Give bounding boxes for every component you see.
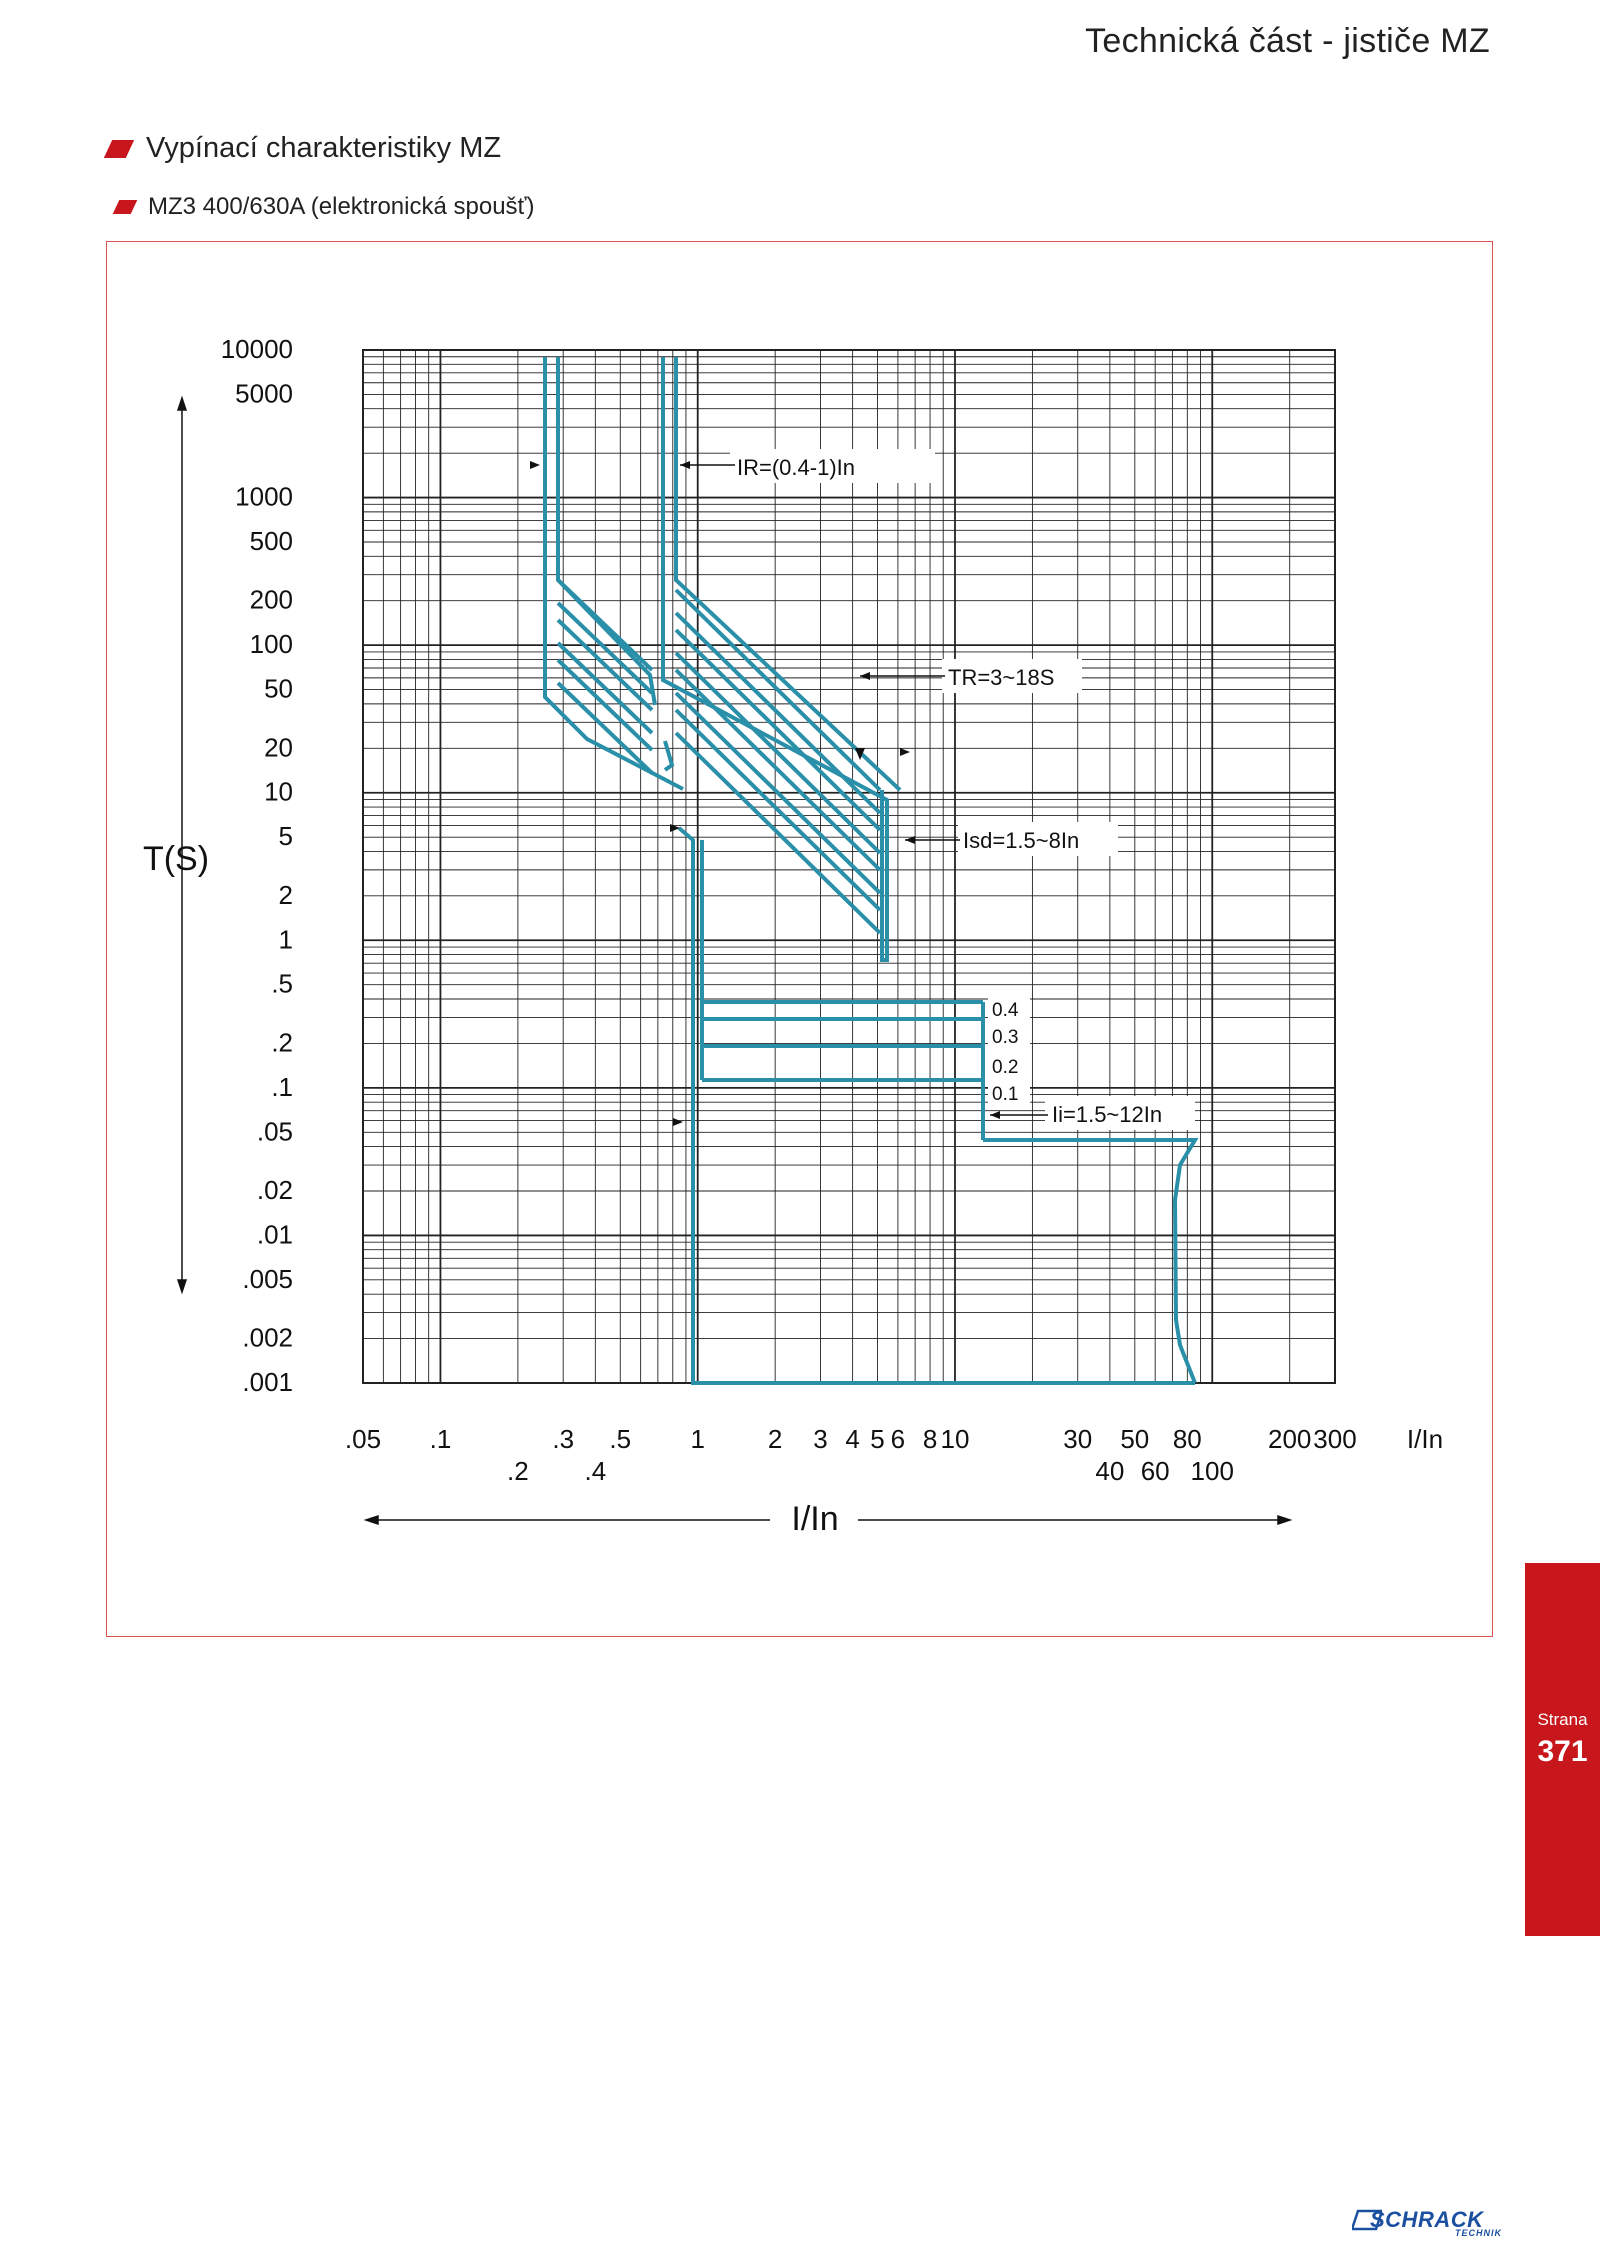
isd-label: Isd=1.5~8In [963, 828, 1080, 853]
y-tick-label: 5000 [235, 378, 293, 409]
schrack-logo [1352, 2207, 1502, 2241]
curve-ir-high-band-2 [676, 613, 880, 813]
side-tab-page-number: 371 [1537, 1735, 1588, 1768]
y-axis-label: T(S) [142, 840, 210, 878]
y-tick-label: .1 [271, 1071, 293, 1102]
plot-border [363, 350, 1335, 1383]
x-tick-label: .5 [609, 1424, 632, 1454]
chart-grid [363, 350, 1335, 1383]
y-tick-label: 500 [249, 525, 293, 556]
ir-label-arrow [680, 461, 690, 469]
x-tick-label: 60 [1140, 1456, 1170, 1486]
curve-ir-low-band-2 [558, 603, 652, 693]
trip-curves [545, 357, 1195, 1385]
section-title-text: Vypínací charakteristiky MZ [146, 132, 502, 164]
x-tick-label: 100 [1190, 1456, 1234, 1486]
ir-label: IR=(0.4-1)In [737, 455, 855, 480]
y-tick-label: .05 [256, 1116, 293, 1147]
tr-label: TR=3~18S [948, 665, 1055, 690]
tsd-label: 0.4 [992, 1000, 1019, 1021]
curve-ir-high-band-5 [676, 670, 880, 870]
curve-ir-high-band-3 [676, 630, 880, 830]
x-tick-label: 2 [767, 1424, 783, 1454]
logo-brand-sub: TECHNIK [1455, 2228, 1502, 2238]
logo-brand-text: SCHRACK [1370, 2207, 1484, 2232]
tsd-label: 0.3 [992, 1027, 1019, 1048]
x-tick-label: 4 [845, 1424, 860, 1454]
curve-ir-high-band-4 [676, 653, 880, 853]
y-tick-label: .002 [242, 1322, 293, 1353]
tsd-label: 0.2 [992, 1057, 1019, 1078]
x-tick-label: 80 [1172, 1424, 1202, 1454]
x-tick-label: .05 [344, 1424, 382, 1454]
x-tick-label: 6 [890, 1424, 906, 1454]
y-tick-label: 10 [264, 776, 293, 807]
x-tick-label: .1 [429, 1424, 452, 1454]
y-tick-label: 10000 [220, 334, 293, 364]
tr-label-arrow [860, 672, 870, 680]
y-tick-label: .5 [271, 968, 293, 999]
curve-arrow-marker [673, 1118, 683, 1126]
curve-arrow-marker [530, 461, 540, 469]
y-tick-label: 2 [278, 879, 293, 910]
y-tick-label: 20 [264, 732, 293, 763]
section-subtitle-text: MZ3 400/630A (elektronická spoušť) [148, 193, 535, 220]
x-tick-labels [345, 1424, 1443, 1486]
side-tab-label: Strana [1537, 1710, 1588, 1729]
curve-ir-low-band-5 [558, 660, 652, 750]
curve-ii [983, 1140, 1195, 1383]
y-tick-label: .01 [256, 1219, 293, 1250]
x-tick-label: .4 [584, 1456, 607, 1486]
y-tick-label: 100 [249, 629, 293, 660]
x-tick-label: 30 [1063, 1424, 1093, 1454]
curve-ir-high-band-8 [676, 733, 880, 933]
x-tick-label: .2 [507, 1456, 529, 1486]
y-tick-label: 1 [278, 924, 293, 955]
x-axis-end-label: I/In [1406, 1424, 1444, 1454]
x-tick-label: 40 [1095, 1456, 1125, 1486]
y-tick-label: 1000 [235, 481, 293, 512]
y-tick-label: .001 [242, 1367, 293, 1397]
y-tick-label: 50 [264, 673, 293, 704]
x-tick-label: 300 [1313, 1424, 1357, 1454]
y-tick-labels [221, 334, 293, 1397]
y-tick-label: .2 [271, 1027, 293, 1058]
y-tick-label: .02 [256, 1175, 293, 1206]
y-tick-label: .005 [242, 1263, 293, 1294]
y-tick-label: 200 [249, 584, 293, 615]
curve-ir-low-tail [665, 741, 672, 770]
x-tick-label: 200 [1268, 1424, 1312, 1454]
ii-label-arrow [990, 1111, 1000, 1119]
x-tick-label: 8 [922, 1424, 938, 1454]
x-tick-label: 50 [1120, 1424, 1150, 1454]
ii-label: Ii=1.5~12In [1052, 1102, 1163, 1127]
x-tick-label: .3 [552, 1424, 575, 1454]
x-tick-label: 1 [690, 1424, 705, 1454]
x-tick-label: 5 [870, 1424, 885, 1454]
x-axis-label: I/In [791, 1500, 839, 1538]
tsd-label: 0.1 [992, 1084, 1019, 1105]
curve-arrow-marker [900, 748, 910, 756]
chart-annotations [530, 449, 1195, 1130]
y-tick-label: 5 [278, 821, 293, 852]
page-side-tab [1525, 1563, 1600, 1936]
page-header-title: Technická část - jističe MZ [1085, 22, 1490, 60]
x-tick-label: 10 [940, 1424, 970, 1454]
x-tick-label: 3 [813, 1424, 828, 1454]
